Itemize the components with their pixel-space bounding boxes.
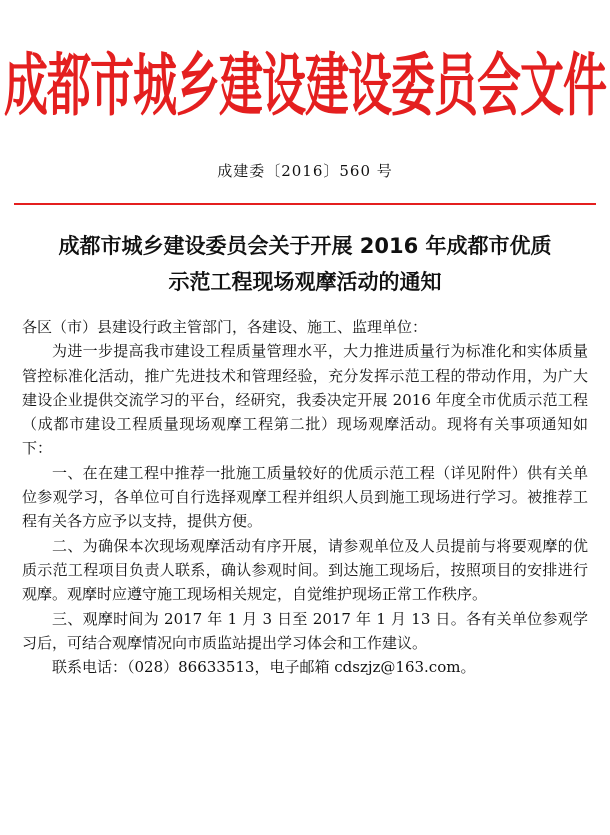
contact-info: 联系电话：（028）86633513，电子邮箱 cdszjz@163.com。 (52, 658, 476, 677)
item-one-paragraph: 一、在在建工程中推荐一批施工质量较好的优质示范工程（详见附件）供有关单位参观学习，各单位可自行选择观摩工程并组织人员到施工现场进行学习。被推荐工程有关各方应予以支持，提供方便。 (22, 463, 588, 531)
notice-title-line-1: 成都市城乡建设委员会关于开展 2016 年成都市优质 (58, 234, 552, 258)
notice-title (0, 228, 610, 300)
intro-paragraph: 为进一步提高我市建设工程质量管理水平，大力推进质量行为标准化和实体质量管控标准化活动，推广先进技术和管理经验，充分发挥示范工程的带动作用，为广大建设企业提供交流学习的平台，经研究，我委决定开展 2016 年度全市优质示范工程（成都市建设工程质量现场观摩工程第二批）现场观摩活动。现将有关事项通知如下： (22, 342, 588, 458)
notice-body (22, 315, 588, 679)
item-three-paragraph: 三、观摩时间为 2017 年 1 月 3 日至 2017 年 1 月 13 日。各有关单位参观学习后，可结合观摩情况向市质监站提出学习体会和工作建议。 (22, 609, 588, 652)
notice-title-line-2: 示范工程现场观摩活动的通知 (168, 270, 442, 294)
document-header-title: 成都市城乡建设建设委员会文件 (4, 47, 606, 127)
document-number: 成建委〔2016〕560 号 (217, 162, 393, 180)
header-divider-line (14, 203, 596, 205)
addressee-line: 各区（市）县建设行政主管部门，各建设、施工、监理单位： (22, 318, 428, 336)
item-two-paragraph: 二、为确保本次现场观摩活动有序开展，请参观单位及人员提前与将要观摩的优质示范工程项目负责人联系，确认参观时间。到达施工现场后，按照项目的安排进行观摩。观摩时应遵守施工现场相关规定，自觉维护现场正常工作秩序。 (22, 536, 588, 604)
